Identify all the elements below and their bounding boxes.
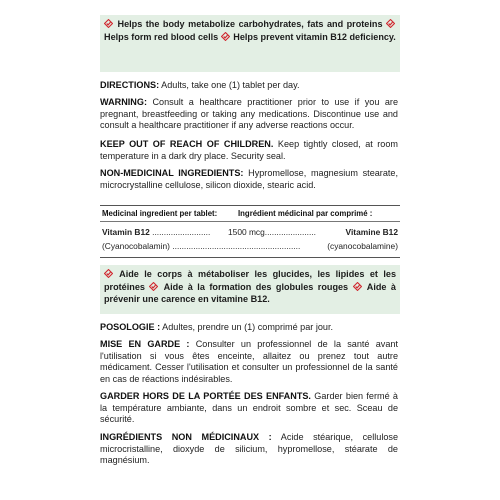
benefit-text: Helps form red blood cells [104,31,219,42]
medicinal-ingredient-table [100,205,400,258]
warning-text: Consult a healthcare practitioner prior to use if you are pregnant, breastfeeding or taking any medications. Discontinue use and consult a healthcare practitioner if any adverse reactions occur. [100,97,399,130]
benefit-text: Aide à prévenir une carence en vitamine B12. [104,281,396,304]
benefits-box-french [100,265,400,314]
non-medicinal-text-french: Acide stéarique, cellulose microcristalline, dioxyde de silicium, hypromellose, stéarate de magnésium. [100,432,398,465]
directions-section [100,80,398,92]
keep-out-text-french: Garder bien fermé à la température ambiante, dans un endroit sombre et sec. Sceau de sécurité. [100,391,398,424]
non-medicinal-label: NON-MEDICINAL INGREDIENTS: [100,168,244,178]
benefits-box-english [100,15,400,72]
warning-section [100,97,398,132]
check-icon [386,19,395,28]
leader-dots: ...................... [264,227,316,237]
keep-out-section-french [100,391,398,426]
caution-label: MISE EN GARDE : [100,339,190,349]
source-english: (Cyanocobalamin) [102,241,170,251]
source-french: (cyanocobalamine) [327,241,398,251]
non-medicinal-section-french [100,432,398,467]
leader-dots: ....................................................... [169,241,301,251]
benefit-text: Helps the body metabolize carbohydrates, fats and proteins [117,19,383,29]
benefit-text: Aide à la formation des globules rouges [163,281,349,292]
ingredient-french: Vitamine B12 [345,227,398,237]
benefit-text: Helps prevent vitamin B12 deficiency. [233,31,396,42]
ingredient-english: Vitamin B12 [102,227,150,237]
directions-label: DIRECTIONS: [100,80,160,90]
non-medicinal-label-french: INGRÉDIENTS NON MÉDICINAUX : [100,432,272,442]
check-icon [353,282,362,291]
check-icon [104,19,113,28]
header-english: Medicinal ingredient per tablet: [102,209,218,218]
caution-text: Consulter un professionnel de la santé avant l'utilisation si vous êtes enceinte, allaitez ou prenez tout autre médicament. Cesser l'utilisation et consulter un professionnel de la santé en cas de réactions indésirables. [100,339,398,384]
table-divider [100,221,400,222]
header-french: Ingrédient médicinal par comprimé : [238,209,373,218]
caution-section [100,339,398,385]
ingredient-amount: 1500 mcg [228,227,265,237]
leader-dots: ......................... [149,227,211,237]
warning-label: WARNING: [100,97,147,107]
posology-section [100,322,398,334]
check-icon [104,269,113,278]
keep-out-text: Keep tightly closed, at room temperature in a dark dry place. Security seal. [100,139,398,161]
keep-out-section [100,139,398,162]
posology-label: POSOLOGIE : [100,322,161,332]
posology-text: Adultes, prendre un (1) comprimé par jour. [162,322,334,332]
keep-out-label-french: GARDER HORS DE LA PORTÉE DES ENFANTS. [100,391,311,401]
check-icon [221,32,230,41]
non-medicinal-text: Hypromellose, magnesium stearate, microcrystalline cellulose, silicon dioxide, stearic acid. [100,168,399,190]
check-icon [149,282,158,291]
directions-text: Adults, take one (1) tablet per day. [161,80,300,90]
keep-out-label: KEEP OUT OF REACH OF CHILDREN. [100,139,274,149]
benefit-text: Aide le corps à métaboliser les glucides, les lipides et les protéines [104,269,396,292]
non-medicinal-section [100,168,398,191]
